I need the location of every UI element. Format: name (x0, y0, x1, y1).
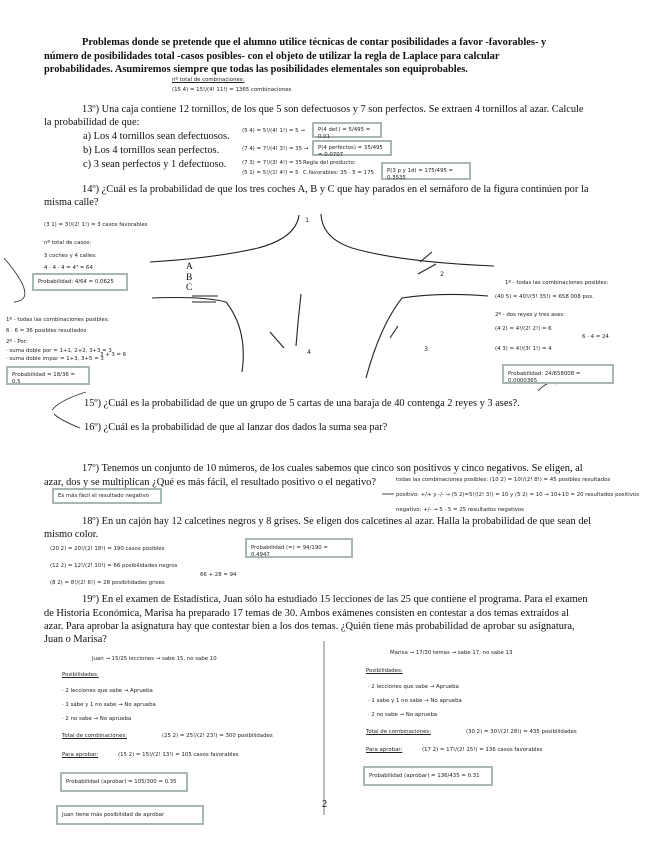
exit-4: 4 (307, 348, 312, 356)
car-c: C (186, 283, 193, 293)
juan-favorables: (15 2) = 15!/(2! 13!) = 105 casos favorables (118, 752, 239, 758)
marisa-probability-box: Probabilidad (aprobar) = 136/435 = 0.31 (363, 766, 493, 786)
p16-text: 16º) ¿Cuál es la probabilidad de que al lanzar dos dados la suma sea par? (84, 422, 388, 433)
p16-note-1: 1º - todas las combinaciones posibles: (6, 317, 110, 323)
conclusion-box: Juan tiene más posibilidad de aprobar (56, 805, 204, 825)
p16-note-6: 3 + 3 = 6 (100, 352, 127, 358)
juan-posibilidades-label: Posibilidades: (62, 672, 99, 678)
header-line-2: número de posibilidades total -casos posibles- con el objeto de utilizar la regla de Laplace para calcular (44, 51, 500, 62)
p18-calc-1: (20 2) = 20!/(2! 18!) = 190 casos posibles (50, 546, 165, 552)
juan-aprobar-label: Para aprobar: (62, 752, 99, 758)
marisa-total-label: Total de combinaciones: (366, 729, 432, 735)
p16-note-5: · suma doble impar = 1+3, 3+5 = 3 (6, 356, 104, 362)
marisa-total: (30 2) = 30!/(2! 28!) = 435 posibilidades (466, 729, 577, 735)
p13-c-result: P(3 p y 1d) = 175/495 = 0.3535 (381, 162, 471, 180)
marisa-pos-1: · 2 lecciones que sabe → Aprueba (368, 684, 459, 690)
road-lower-right (366, 294, 488, 378)
p18-calc-3: (8 2) = 8!/(2! 6!) = 28 posibilidades grises (50, 580, 165, 586)
p15-probability-box: Probabilidad: 24/658008 = 0.0000365 (502, 364, 614, 384)
p13-a-calc: (5 4) = 5!/(4! 1!) = 5 → (242, 128, 305, 134)
marisa-pos-2: · 1 sabe y 1 no sabe → No aprueba (368, 698, 462, 704)
p16-note-3: 2º - Por: (6, 339, 28, 345)
p14-text-1: 14º) ¿Cuál es la probabilidad de que los tres coches A, B y C que hay parados en el semáforo de la figura continúen por la (82, 184, 589, 195)
p13-item-a: a) Los 4 tornillos sean defectuosos. (83, 131, 230, 142)
juan-pos-1: · 2 lecciones que sabe → Aprueba (62, 688, 153, 694)
p15-note-2: (40 5) = 40!/(5! 35!) = 658 008 pos. (495, 294, 594, 300)
p13-text-2: la probabilidad de que: (44, 117, 140, 128)
p14-note-2: nº total de casos: (44, 240, 92, 246)
juan-heading: Juan → 15/25 lecciones → sabe 15, no sabe 10 (92, 656, 217, 662)
p13-text-1: 13º) Una caja contiene 12 tornillos, de los que 5 son defectuosos y 7 son perfectos. Se extraen 4 tornillos al azar. Calcule (82, 104, 584, 115)
p17-note-1: todas las combinaciones posibles: (10 2) = 10!/(2! 8!) = 45 posibles resultados (396, 477, 611, 483)
juan-probability-box: Probabilidad (aprobar) = 105/300 = 0.35 (60, 772, 188, 792)
marisa-favorables: (17 2) = 17!/(2! 15!) = 136 casos favorables (422, 747, 543, 753)
p16-probability-box: Probabilidad = 18/36 = 0.5 (6, 366, 90, 385)
p13-b-result: P(4 perfectos) = 35/495 = 0.0707 (312, 140, 392, 156)
p15-text: 15º) ¿Cuál es la probabilidad de que un grupo de 5 cartas de una baraja de 40 contenga 2 reyes y 3 ases?. (84, 398, 520, 409)
header-line-3: probabilidades. Asumiremos siempre que todas las posibilidades elementales son equiprobables. (44, 64, 468, 75)
page-number: 2 (322, 799, 328, 810)
p13-c-rule: Regla del producto: (303, 160, 356, 166)
note-total-combinaciones: nº total de combinaciones: (172, 77, 245, 83)
p13-item-c: c) 3 sean perfectos y 1 defectuoso. (83, 159, 227, 170)
p15-note-1: 1º - todas las combinaciones posibles: (505, 280, 609, 286)
exit-3: 3 (424, 345, 429, 353)
p16-note-4: · suma doble por = 1+1, 2+2, 3+3 = 3 (6, 348, 112, 354)
p17-answer-box: Es más fácil el resultado negativo (52, 488, 162, 504)
p18-sum: 66 + 28 = 94 (200, 572, 237, 578)
p18-text-2: mismo color. (44, 529, 99, 540)
marisa-aprobar-label: Para aprobar: (366, 747, 403, 753)
road-upper-right (321, 214, 494, 266)
car-a: A (186, 262, 193, 272)
p15-note-4: (4 2) = 4!/(2! 2!) = 6 (495, 326, 552, 332)
p18-probability-box: Probabilidad (=) = 94/190 = 0.4947 (245, 538, 353, 558)
p14-note-1: (3 1) = 3!/(2! 1!) = 3 casos favorables (44, 222, 148, 228)
p15-note-5: (4 3) = 4!/(3! 1!) = 4 (495, 346, 552, 352)
p13-c-calc-1: (7 3) = 7!/(3! 4!) = 35 (242, 160, 303, 166)
note-formula: (15 4) = 15!/(4! 11!) = 1365 combinaciones (172, 87, 292, 93)
arrow-p16 (54, 414, 80, 428)
arrow-p15 (52, 392, 86, 410)
p14-text-2: misma calle? (44, 197, 99, 208)
p17-note-2: positivo: +/+ y -/- → (5 2)=5!/(2! 3!) = 10 y (5 2) = 10 → 10+10 = 20 resultados positivos (396, 492, 640, 498)
juan-pos-2: · 1 sabe y 1 no sabe → No aprueba (62, 702, 156, 708)
exit-1: 1 (305, 216, 310, 224)
p18-text-1: 18º) En un cajón hay 12 calcetines negros y 8 grises. Se eligen dos calcetines al azar. Halla la probabilidad de que sean del (82, 516, 592, 527)
arrow-left-note (4, 258, 25, 302)
p13-a-result: P(4 def.) = 5/495 = 0.01 (312, 122, 382, 138)
car-labels (186, 262, 193, 294)
car-b: B (186, 272, 193, 283)
road-lower-left (152, 298, 243, 373)
juan-pos-3: · 2 no sabe → No aprueba (62, 716, 132, 722)
p13-c-favorables: C.favorables: 35 · 5 = 175 (303, 170, 374, 176)
p19-text-4: Juan o Marisa? (44, 634, 107, 645)
p14-note-3: 3 coches y 4 calles: (44, 253, 97, 259)
header-line-1: Problemas donde se pretende que el alumno utilice técnicas de contar posibilidades a favor -favorables- y (82, 37, 547, 48)
p15-note-6: 6 · 4 = 24 (582, 334, 609, 340)
road-center (296, 294, 301, 346)
marisa-heading: Marisa → 17/30 temas → sabe 17, no sabe 13 (390, 650, 513, 656)
p14-probability-box: Probabilidad: 4/64 = 0.0625 (32, 273, 128, 291)
p13-c-calc-2: (5 1) = 5!/(1! 4!) = 5 (242, 170, 299, 176)
p14-note-4: 4 · 4 · 4 = 4³ = 64 (44, 265, 93, 271)
marisa-pos-3: · 2 no sabe → No aprueba (368, 712, 438, 718)
p16-note-2: 6 · 6 = 36 posibles resultados (6, 328, 87, 334)
juan-total-label: Total de combinaciones: (62, 733, 128, 739)
p17-text-1: 17º) Tenemos un conjunto de 10 números, de los cuales sabemos que cinco son positivos y cinco negativos. Se eligen, al (82, 463, 583, 474)
p13-item-b: b) Los 4 tornillos sean perfectos. (83, 145, 220, 156)
juan-total: (25 2) = 25!/(2! 23!) = 300 posibilidades (162, 733, 273, 739)
p19-text-1: 19º) En el examen de Estadística, Juan sólo ha estudiado 15 lecciones de las 25 que contiene el programa. Para el examen (82, 594, 588, 605)
p13-b-calc: (7 4) = 7!/(4! 3!) = 35 → (242, 146, 309, 152)
p18-calc-2: (12 2) = 12!/(2! 10!) = 66 posibilidades negros (50, 563, 178, 569)
p17-text-2: azar, dos y se multiplican ¿Qué es más fácil, el resultado positivo o el negativo? (44, 477, 376, 488)
exit-2: 2 (440, 270, 445, 278)
arrow-p15-right (538, 383, 556, 391)
p19-text-3: azar. Para aprobar la asignatura hay que contestar bien a los dos temas. ¿Quién tiene más probabilidad de aprobar su asignatura, (44, 621, 575, 632)
marisa-posibilidades-label: Posibilidades: (366, 668, 403, 674)
p19-text-2: de Historia Económica, Marisa ha preparado 17 temas de 30. Ambos exámenes consisten en contestar a dos temas extraídos al (44, 608, 569, 619)
p17-note-3: negativo: +/- → 5 · 5 = 25 resultados negativos (396, 507, 524, 513)
p15-note-3: 2º - dos reyes y tres ases: (495, 312, 566, 318)
road-upper-left (150, 215, 299, 262)
